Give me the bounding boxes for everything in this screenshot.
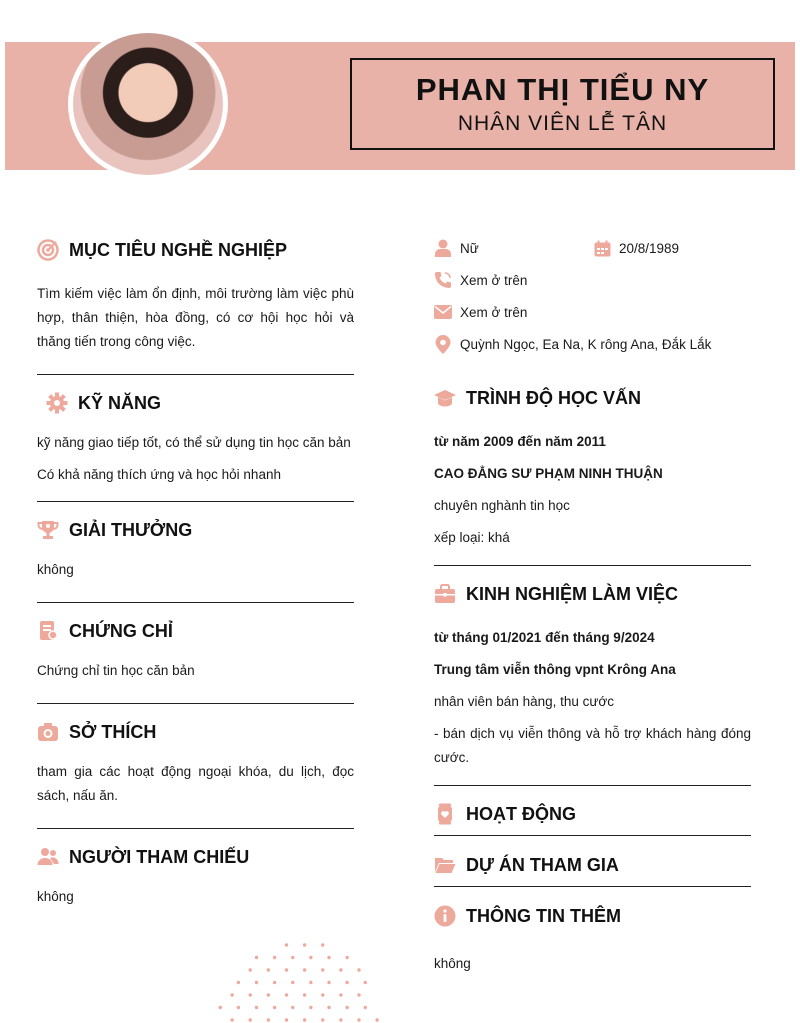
awards-text: không [37,562,74,577]
decorative-dot [309,1006,312,1009]
activity-icon [434,803,456,825]
info-row [434,296,751,328]
decorative-dot [303,1018,306,1021]
decorative-dot [345,956,348,959]
section-title: DỰ ÁN THAM GIA [466,854,619,875]
decorative-dot [364,1006,367,1009]
section-title: NGƯỜI THAM CHIẾU [69,846,250,867]
decorative-dot [339,993,342,996]
decorative-dot [230,1018,233,1021]
decorative-dot-pattern [212,940,388,1023]
candidate-name: PHAN THỊ TIỂU NY [415,72,710,107]
education-grade: xếp loại: khá [434,530,510,545]
section-title: CHỨNG CHỈ [69,620,173,641]
decorative-dot [249,1018,252,1021]
decorative-dot [267,968,270,971]
avatar [68,28,228,180]
decorative-dot [273,981,276,984]
info-row [434,328,751,360]
section-title: GIẢI THƯỞNG [69,519,193,540]
experience-company: Trung tâm viễn thông vpnt Krông Ana [434,662,676,677]
section-certs-header [37,613,354,649]
decorative-dot [321,993,324,996]
skill-item: Có khả năng thích ứng và học hỏi nhanh [37,467,281,482]
experience-period: từ tháng 01/2021 đến tháng 9/2024 [434,630,655,645]
decorative-dot [255,981,258,984]
gear-icon [46,392,68,414]
decorative-dot [321,968,324,971]
section-awards-header [37,512,354,548]
section-title: THÔNG TIN THÊM [466,905,621,926]
decorative-dot [339,1018,342,1021]
decorative-dot [339,968,342,971]
decorative-dot [285,968,288,971]
skill-item: kỹ năng giao tiếp tốt, có thể sử dụng tin học căn bản [37,435,351,450]
section-activities-header [434,796,751,832]
objective-text: Tìm kiếm việc làm ổn định, môi trường làm việc phù hợp, thân thiện, hòa đồng, có cơ hội học hỏi và thăng tiến trong công việc. [37,286,354,349]
education-school: CAO ĐẲNG SƯ PHẠM NINH THUẬN [434,466,663,481]
decorative-dot [357,993,360,996]
decorative-dot [357,1018,360,1021]
decorative-dot [364,981,367,984]
section-title: KỸ NĂNG [78,392,162,413]
section-projects-header [434,847,751,883]
target-icon [37,239,59,261]
email-icon [434,303,452,321]
info-row [434,232,751,264]
decorative-dot [345,1006,348,1009]
decorative-dot [291,956,294,959]
gender-value: Nữ [460,240,479,256]
section-title: TRÌNH ĐỘ HỌC VẤN [466,387,641,408]
hobbies-text: tham gia các hoạt động ngoại khóa, du lịch, đọc sách, nấu ăn. [37,764,354,803]
name-box [350,58,775,150]
decorative-dot [219,1006,222,1009]
decorative-dot [309,981,312,984]
section-references-header [37,839,354,875]
section-skills-header [37,385,354,421]
phone-icon [434,271,452,289]
section-extra-header [434,898,751,934]
decorative-dot [291,981,294,984]
decorative-dot [285,943,288,946]
references-text: không [37,889,74,904]
graduation-cap-icon [434,387,456,409]
left-column [37,232,354,909]
trophy-icon [37,519,59,541]
section-education-header [434,380,751,416]
education-major: chuyên nghành tin học [434,498,570,513]
decorative-dot [255,956,258,959]
camera-icon [37,721,59,743]
decorative-dot [230,993,233,996]
section-title: MỤC TIÊU NGHỀ NGHIỆP [69,239,288,260]
decorative-dot [327,981,330,984]
decorative-dot [345,981,348,984]
decorative-dot [249,993,252,996]
decorative-dot [303,968,306,971]
calendar-icon [593,239,611,257]
section-title: KINH NGHIỆM LÀM VIỆC [466,583,679,604]
section-title: SỞ THÍCH [69,721,157,742]
section-objective-header [37,232,354,268]
decorative-dot [357,968,360,971]
email-value: Xem ở trên [460,304,528,320]
experience-position: nhân viên bán hàng, thu cước [434,694,615,709]
section-hobbies-header [37,714,354,750]
decorative-dot [273,1006,276,1009]
address-value: Quỳnh Ngọc, Ea Na, K rông Ana, Đắk Lắk [460,336,712,352]
decorative-dot [255,1006,258,1009]
section-title: HOẠT ĐỘNG [466,803,576,824]
folder-icon [434,854,456,876]
decorative-dot [375,1018,378,1021]
info-row [434,264,751,296]
info-icon [434,905,456,927]
education-period: từ năm 2009 đến năm 2011 [434,434,606,449]
decorative-dot [267,993,270,996]
decorative-dot [327,1006,330,1009]
job-title: NHÂN VIÊN LỄ TÂN [457,112,668,135]
dob-value: 20/8/1989 [619,240,680,256]
decorative-dot [237,981,240,984]
people-icon [37,846,59,868]
decorative-dot [327,956,330,959]
experience-description: - bán dịch vụ viễn thông và hỗ trợ khách hàng đóng cước. [434,726,751,765]
certificate-icon [37,620,59,642]
location-icon [434,335,452,353]
decorative-dot [267,1018,270,1021]
certs-text: Chứng chỉ tin học căn bản [37,663,195,678]
decorative-dot [273,956,276,959]
profile-photo [73,33,223,175]
phone-value: Xem ở trên [460,272,528,288]
decorative-dot [291,1006,294,1009]
decorative-dot [321,943,324,946]
user-icon [434,239,452,257]
decorative-dot [303,943,306,946]
decorative-dot [237,1006,240,1009]
right-column [434,232,751,976]
extra-text: không [434,956,471,971]
decorative-dot [303,993,306,996]
decorative-dot [249,968,252,971]
decorative-dot [285,993,288,996]
decorative-dot [321,1018,324,1021]
decorative-dot [309,956,312,959]
decorative-dot [285,1018,288,1021]
section-experience-header [434,576,751,612]
briefcase-icon [434,583,456,605]
